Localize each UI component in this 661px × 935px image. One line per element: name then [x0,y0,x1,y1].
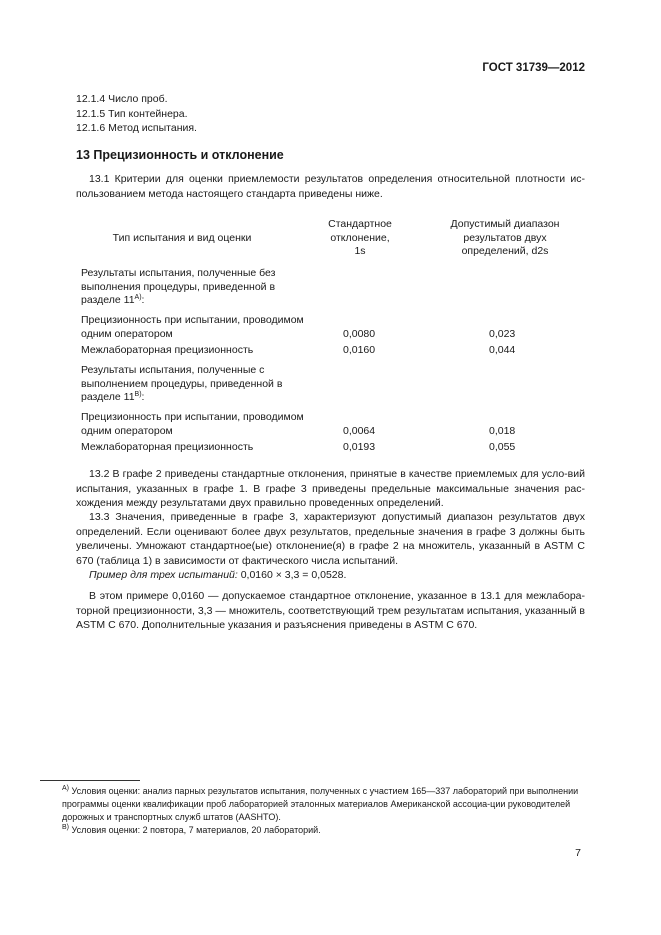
table-cell: 0,023 [489,328,516,340]
footnote-b: $^{B)}$ Условия оценки: 2 повтора, 7 материалов, 20 лабораторий. [62,824,321,835]
table-cell: 0,0160 [343,344,376,356]
list-item: 12.1.5 Тип контейнера. [76,107,188,120]
table-row-label: Межлабораторная прецизионность [81,344,254,356]
table-row-label: Прецизионность при испытании, проводимом одним оператором [81,314,304,340]
table-cell: 0,0193 [343,441,376,453]
table-cell: 0,018 [489,425,516,437]
paragraph-13-2: 13.2 В графе 2 приведены стандартные отклонения, принятые в качестве приемлемых для усло-вий испытания, указанных в графе 1. В графе 3 приведены предельные максимальные значения рас-хождения между результатами двух правильно проведенных определений. [76,468,585,509]
footnote-divider [40,780,140,781]
list-item: 12.1.6 Метод испытания. [76,122,197,134]
table-row-label: Межлабораторная прецизионность [81,441,254,453]
table-header-col3: Допустимый диапазон результатов двух определений, d2s [450,218,560,257]
table-group-a: Результаты испытания, полученные без выполнения процедуры, приведенной в разделе $11^{A)}$: [81,267,276,306]
table-header-col1: Тип испытания и вид оценки [112,232,252,244]
section-title: 13 Прецизионность и отклонение [76,148,284,162]
table-cell: 0,0064 [343,425,376,437]
table-cell: 0,0080 [343,328,376,340]
footnote-a: $^{A)}$ Условия оценки: анализ парных результатов испытания, полученных с участием 165—337 лабораторий при выполнении программы оценки квалификации проб лабораторией эталонных материалов Американской ассоциа-ции руководителей дорожных и транспортных служб штатов (AASHTO). [62,785,579,822]
list-12-1 [76,92,197,136]
page-number: 7 [575,847,581,859]
table-row-label: Прецизионность при испытании, проводимом одним оператором [81,411,304,437]
table-header-col2: Стандартное отклонение, 1s [328,218,392,257]
paragraph-example: В этом примере 0,0160 — допускаемое стандартное отклонение, указанное в 13.1 для межлабора-торной прецизионности, 3,3 — множитель, соответствующий трем результатам испытания, указанный в ASTM C 670. Дополнительные указания и разъяснения приведены в ASTM C 670. [76,590,585,631]
example-line: Пример для трех испытаний: 0,0160 × 3,3 = 0,0528. [89,569,347,581]
table-cell: 0,044 [489,344,516,356]
paragraph-13-3: 13.3 Значения, приведенные в графе 3, характеризуют допустимый диапазон результатов двух определений. Если оценивают более двух результатов, предельные значения в графе 3 должны быть увеличены. Умножают стандартное(ые) отклонение(я) в графе 2 на множитель, указанный в ASTM C 670 (таблица 1) в зависимости от фактического числа испытаний. [76,511,585,567]
table-cell: 0,055 [489,441,516,453]
table-group-b: Результаты испытания, полученные с выполнением процедуры, приведенной в разделе $11^{B)}$: [81,364,283,403]
document-code: ГОСТ 31739—2012 [482,62,585,74]
paragraph-13-1: 13.1 Критерии для оценки приемлемости результатов определения относительной плотности ис-пользованием метода настоящего стандарта приведены ниже. [76,173,585,200]
list-item: 12.1.4 Число проб. [76,93,168,105]
